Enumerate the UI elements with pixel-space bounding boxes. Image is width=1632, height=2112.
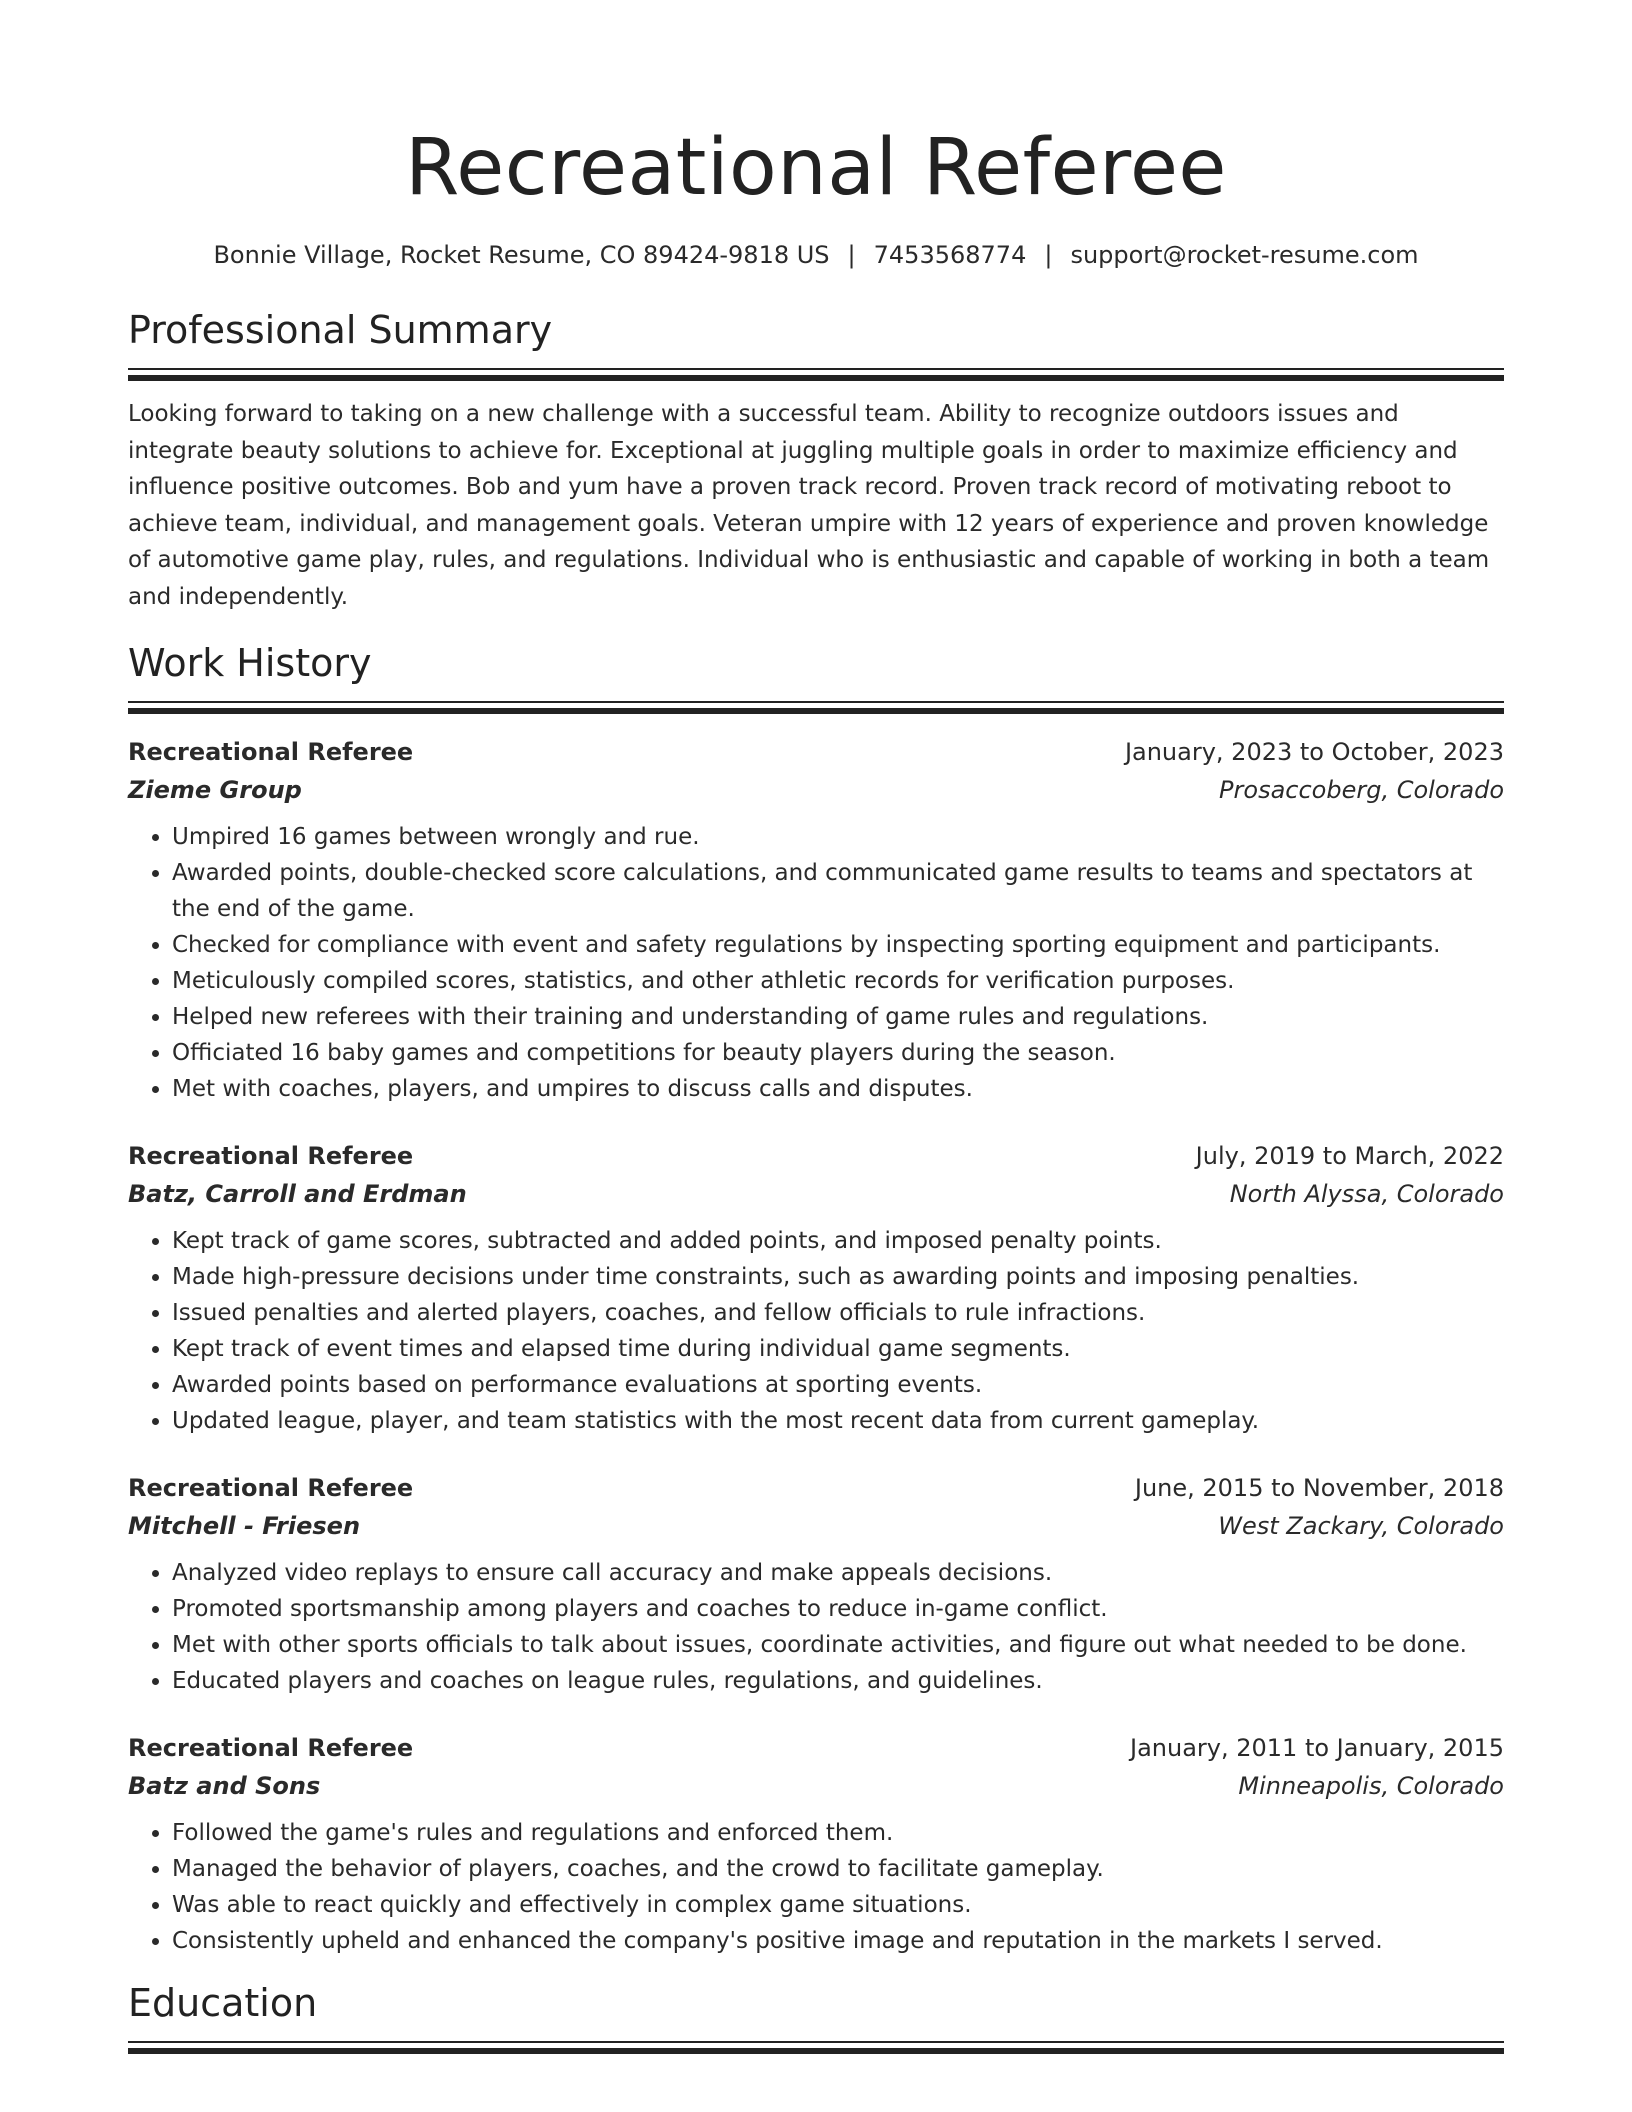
job-list <box>128 733 1504 1959</box>
job-bullet: • Promoted sportsmanship among players and coaches to reduce in-game conflict. <box>172 1591 1504 1627</box>
job-title: Recreational Referee <box>128 1142 414 1170</box>
job-location: Prosaccoberg, Colorado <box>1219 776 1504 804</box>
section-divider <box>128 368 1504 382</box>
job-bullets <box>128 1223 1504 1439</box>
section-title-education: Education <box>128 1981 318 2025</box>
job-title: Recreational Referee <box>128 1734 414 1762</box>
job-bullets <box>128 819 1504 1107</box>
section-divider <box>128 701 1504 715</box>
job-bullet: • Met with other sports officials to talk about issues, coordinate activities, and figure out what needed to be done. <box>172 1627 1504 1663</box>
section-title-work-history: Work History <box>128 641 372 685</box>
job-company: Mitchell - Friesen <box>128 1512 361 1540</box>
job-dates: January, 2023 to October, 2023 <box>1124 738 1504 766</box>
job-location: Minneapolis, Colorado <box>1238 1772 1504 1800</box>
job-bullet: • Awarded points based on performance evaluations at sporting events. <box>172 1367 1504 1403</box>
job-bullet: • Analyzed video replays to ensure call accuracy and make appeals decisions. <box>172 1555 1504 1591</box>
contact-separator: | <box>1044 241 1053 269</box>
summary-text: Looking forward to taking on a new challenge with a successful team. Ability to recognize outdoors issues and integrate beauty solutions to achieve for. Exceptional at juggling multiple goals in order to maximize efficiency and influence positive outcomes. Bob and yum have a proven track record. Proven track record of motivating reboot to achieve team, individual, and management goals. Veteran umpire with 12 years of experience and proven knowledge of automotive game play, rules, and regulations. Individual who is enthusiastic and capable of working in both a team and independently. <box>128 401 1490 610</box>
job-bullet: • Checked for compliance with event and safety regulations by inspecting sporting equipment and participants. <box>172 927 1504 963</box>
job-bullet: • Made high-pressure decisions under time constraints, such as awarding points and imposing penalties. <box>172 1259 1504 1295</box>
job-bullets <box>128 1555 1504 1699</box>
job-bullet: • Officiated 16 baby games and competitions for beauty players during the season. <box>172 1035 1504 1071</box>
contact-line <box>128 238 1504 272</box>
resume-page <box>128 0 1504 2055</box>
job-bullet: • Managed the behavior of players, coaches, and the crowd to facilitate gameplay. <box>172 1851 1504 1887</box>
resume-name: Recreational Referee <box>405 123 1227 213</box>
job-bullet: • Met with coaches, players, and umpires to discuss calls and disputes. <box>172 1071 1504 1107</box>
job-entry <box>128 1469 1504 1699</box>
contact-email: support@rocket-resume.com <box>1070 241 1419 269</box>
job-bullet: • Issued penalties and alerted players, coaches, and fellow officials to rule infractions. <box>172 1295 1504 1331</box>
job-bullet: • Kept track of game scores, subtracted and added points, and imposed penalty points. <box>172 1223 1504 1259</box>
job-bullet: • Kept track of event times and elapsed time during individual game segments. <box>172 1331 1504 1367</box>
job-bullets <box>128 1815 1504 1959</box>
job-company: Zieme Group <box>128 776 302 804</box>
job-title: Recreational Referee <box>128 1474 414 1502</box>
section-divider <box>128 2041 1504 2055</box>
job-title: Recreational Referee <box>128 738 414 766</box>
job-bullet: • Consistently upheld and enhanced the company's positive image and reputation in the markets I served. <box>172 1923 1504 1959</box>
contact-address: Bonnie Village, Rocket Resume, CO 89424-9818 US <box>213 241 830 269</box>
job-entry <box>128 1729 1504 1959</box>
job-company: Batz, Carroll and Erdman <box>128 1180 467 1208</box>
job-bullet: • Followed the game's rules and regulations and enforced them. <box>172 1815 1504 1851</box>
contact-separator: | <box>847 241 856 269</box>
section-title-summary: Professional Summary <box>128 308 553 352</box>
job-location: North Alyssa, Colorado <box>1229 1180 1504 1208</box>
job-bullet: • Umpired 16 games between wrongly and rue. <box>172 819 1504 855</box>
contact-phone: 7453568774 <box>873 241 1027 269</box>
job-location: West Zackary, Colorado <box>1218 1512 1504 1540</box>
job-dates: June, 2015 to November, 2018 <box>1134 1474 1504 1502</box>
job-entry <box>128 1137 1504 1439</box>
job-bullet: • Awarded points, double-checked score calculations, and communicated game results to teams and spectators at the end of the game. <box>172 855 1504 927</box>
job-bullet: • Updated league, player, and team statistics with the most recent data from current gameplay. <box>172 1403 1504 1439</box>
job-entry <box>128 733 1504 1107</box>
job-dates: January, 2011 to January, 2015 <box>1130 1734 1504 1762</box>
job-company: Batz and Sons <box>128 1772 321 1800</box>
job-bullet: • Educated players and coaches on league rules, regulations, and guidelines. <box>172 1663 1504 1699</box>
job-bullet: • Helped new referees with their training and understanding of game rules and regulations. <box>172 999 1504 1035</box>
job-bullet: • Was able to react quickly and effectively in complex game situations. <box>172 1887 1504 1923</box>
job-dates: July, 2019 to March, 2022 <box>1195 1142 1504 1170</box>
job-bullet: • Meticulously compiled scores, statistics, and other athletic records for verification purposes. <box>172 963 1504 999</box>
